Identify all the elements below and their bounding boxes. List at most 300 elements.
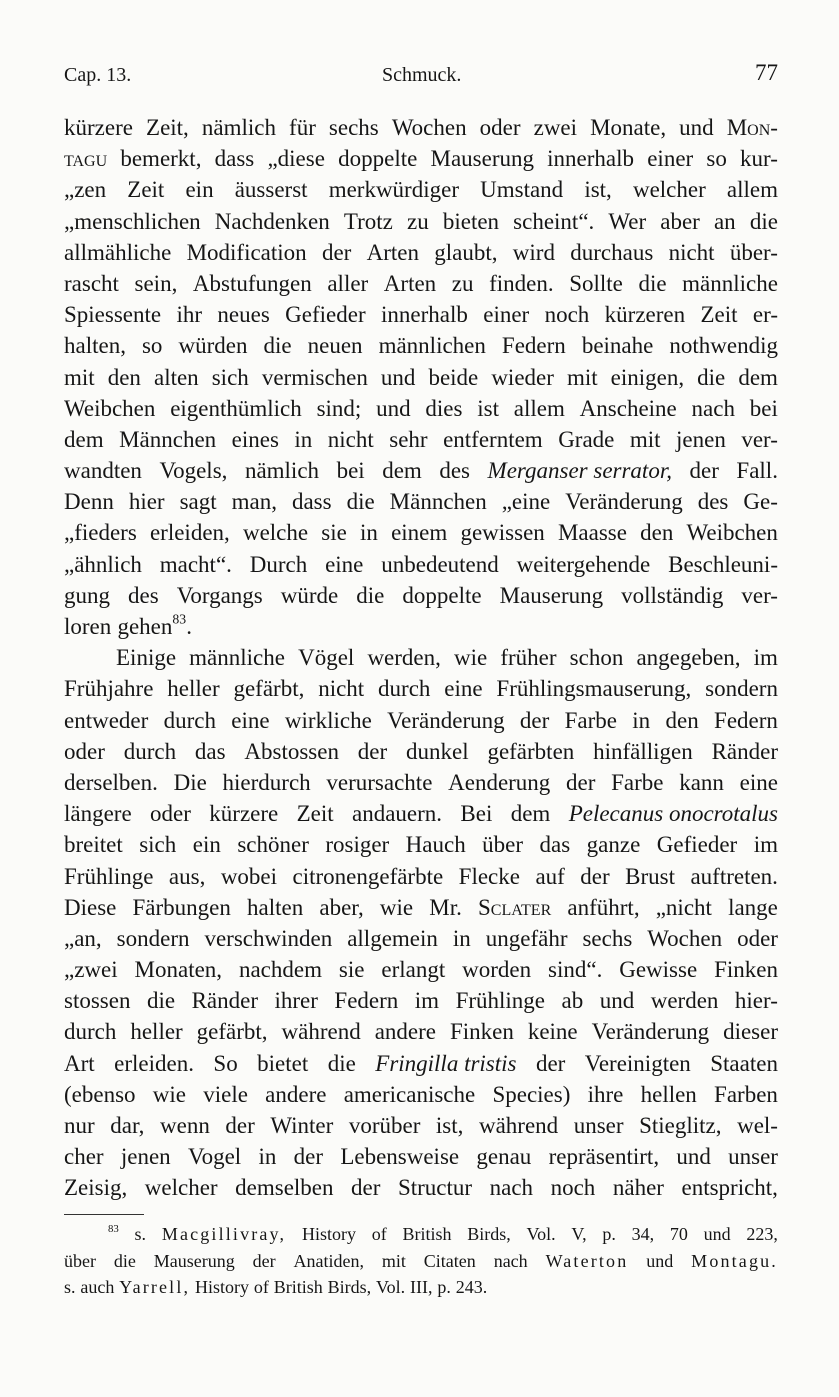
word-group bbox=[64, 1079, 136, 1110]
text-line bbox=[64, 174, 778, 205]
word-group bbox=[657, 829, 737, 860]
word: die bbox=[356, 582, 385, 608]
word: ist, bbox=[584, 177, 612, 203]
text-line bbox=[64, 1048, 778, 1079]
word: Monate, bbox=[590, 115, 667, 140]
word-group bbox=[381, 954, 445, 985]
word: Veränderung bbox=[387, 707, 505, 733]
word-group bbox=[188, 1141, 241, 1172]
word: sie bbox=[338, 957, 365, 983]
word-group bbox=[456, 985, 545, 1016]
word-group bbox=[217, 299, 269, 330]
word: Sclater bbox=[478, 894, 552, 920]
word-group bbox=[566, 767, 595, 798]
word-group bbox=[692, 393, 735, 424]
word: „zen bbox=[64, 177, 107, 203]
text-line bbox=[64, 767, 778, 798]
word: Zeit bbox=[127, 177, 165, 203]
word: des bbox=[697, 489, 729, 515]
word: kann bbox=[679, 769, 724, 795]
word-group bbox=[258, 1141, 276, 1172]
word-group bbox=[639, 1110, 721, 1141]
word: gehen bbox=[117, 614, 173, 639]
word: bei bbox=[749, 395, 778, 421]
word: während bbox=[281, 1019, 361, 1045]
word-group bbox=[545, 299, 590, 330]
word-group bbox=[154, 362, 199, 393]
word-group bbox=[223, 767, 311, 798]
word: entferntem bbox=[443, 426, 543, 452]
word-group bbox=[492, 1079, 570, 1110]
word: tagu bbox=[64, 146, 108, 172]
word: 34, bbox=[631, 1224, 655, 1244]
word: und bbox=[599, 988, 635, 1014]
word-group bbox=[728, 1141, 778, 1172]
word: würden bbox=[178, 333, 248, 359]
word: sondern bbox=[116, 925, 190, 951]
word: V, bbox=[571, 1224, 587, 1244]
word: längere bbox=[64, 801, 132, 827]
word-group bbox=[376, 1274, 405, 1301]
word: verursachte bbox=[326, 769, 433, 795]
word: schöner bbox=[237, 832, 309, 858]
word: das bbox=[194, 738, 226, 764]
word: gung bbox=[64, 582, 110, 608]
word-group bbox=[64, 1274, 76, 1301]
word-group bbox=[443, 424, 543, 455]
word-group bbox=[448, 767, 550, 798]
word-group bbox=[263, 330, 291, 361]
word: „an, bbox=[64, 925, 102, 951]
word: halten bbox=[247, 894, 304, 920]
word-group bbox=[585, 1048, 691, 1079]
word-group bbox=[344, 206, 393, 237]
word-group bbox=[254, 1274, 269, 1301]
word-group bbox=[329, 174, 459, 205]
word-group bbox=[212, 362, 249, 393]
word: Mauserung bbox=[499, 582, 604, 608]
word: wird bbox=[512, 239, 555, 265]
word: „ähnlich bbox=[64, 551, 142, 577]
word: der bbox=[535, 1050, 566, 1076]
word-group bbox=[682, 268, 778, 299]
word: die bbox=[263, 333, 292, 359]
word: früher bbox=[500, 645, 557, 671]
word-group bbox=[160, 1110, 210, 1141]
word-group bbox=[611, 767, 663, 798]
word-group bbox=[322, 237, 351, 268]
word: wobei bbox=[220, 863, 278, 889]
word: aller bbox=[327, 270, 369, 296]
word-group bbox=[378, 673, 430, 704]
word-group bbox=[225, 1110, 254, 1141]
word-group bbox=[486, 923, 568, 954]
word: mit bbox=[381, 1250, 406, 1271]
word: gefärbt, bbox=[233, 676, 305, 702]
word: Anscheine bbox=[579, 395, 677, 421]
word-group bbox=[64, 861, 153, 892]
text-line bbox=[64, 673, 778, 704]
word-group bbox=[535, 861, 564, 892]
word: aus, bbox=[168, 863, 206, 889]
word-group bbox=[640, 517, 673, 548]
running-title: Schmuck. bbox=[382, 64, 462, 86]
word: die bbox=[113, 1250, 136, 1271]
word-group bbox=[297, 798, 334, 829]
word: und bbox=[676, 1144, 711, 1170]
word: der bbox=[566, 769, 596, 795]
word-group bbox=[128, 580, 159, 611]
word-group bbox=[337, 455, 365, 486]
word: innerhalb bbox=[547, 146, 635, 172]
word-group bbox=[710, 1048, 778, 1079]
word-group bbox=[407, 206, 429, 237]
word-group bbox=[735, 985, 778, 1016]
word-group bbox=[389, 424, 427, 455]
word-group bbox=[360, 517, 378, 548]
word-group bbox=[619, 954, 697, 985]
word: allmähliche bbox=[64, 239, 172, 265]
word: schon bbox=[569, 645, 624, 671]
word: der bbox=[357, 738, 388, 764]
word: die bbox=[327, 1050, 356, 1076]
word: Montagu. bbox=[691, 1250, 778, 1271]
word: breitet bbox=[64, 832, 123, 858]
word-group bbox=[185, 174, 213, 205]
word: nicht bbox=[668, 239, 715, 265]
text-line bbox=[64, 892, 778, 923]
word-group bbox=[746, 1221, 778, 1248]
word: einer bbox=[647, 146, 694, 172]
word: eine bbox=[231, 707, 270, 733]
word: Arten bbox=[366, 239, 419, 265]
word-group bbox=[381, 299, 468, 330]
word: Birds, bbox=[467, 1224, 511, 1244]
word: bietet bbox=[257, 1050, 309, 1076]
word: heller bbox=[130, 1019, 183, 1045]
word-group bbox=[372, 1221, 387, 1248]
word: ist, bbox=[435, 1113, 464, 1138]
word: p. bbox=[602, 1224, 616, 1244]
word-group bbox=[349, 1110, 421, 1141]
text-line bbox=[64, 705, 778, 736]
word-group bbox=[704, 1221, 731, 1248]
word: wieder bbox=[491, 364, 554, 390]
word-group bbox=[460, 517, 544, 548]
text-line bbox=[64, 486, 778, 517]
word-group bbox=[117, 923, 190, 954]
text-line bbox=[64, 112, 778, 143]
word: rosiger bbox=[325, 832, 390, 858]
word: „menschlichen bbox=[64, 208, 201, 234]
word: Abstufungen bbox=[192, 270, 312, 296]
word-group bbox=[406, 736, 469, 767]
word: oder bbox=[479, 115, 521, 140]
word: hellen bbox=[640, 1081, 697, 1107]
word: Birds, bbox=[327, 1277, 372, 1297]
word-group bbox=[64, 486, 114, 517]
word-group bbox=[64, 1016, 116, 1047]
text-line bbox=[64, 1079, 778, 1110]
word-group bbox=[479, 1110, 558, 1141]
word: Fringilla tristis bbox=[375, 1050, 517, 1076]
word: andere bbox=[374, 1019, 436, 1045]
word-group bbox=[536, 1048, 565, 1079]
word: Gewisse bbox=[619, 957, 698, 983]
word-group bbox=[669, 330, 778, 361]
word-group bbox=[153, 1079, 186, 1110]
word-group bbox=[714, 705, 778, 736]
word-group bbox=[267, 143, 324, 174]
word: und bbox=[679, 115, 714, 140]
word: erleiden, bbox=[149, 520, 230, 546]
word-group bbox=[180, 486, 217, 517]
word: im bbox=[753, 832, 778, 858]
word-group bbox=[593, 736, 693, 767]
word-group bbox=[120, 143, 201, 174]
word-group bbox=[753, 299, 778, 330]
word: wel- bbox=[737, 1113, 778, 1138]
word-group bbox=[415, 985, 439, 1016]
word: über bbox=[64, 1250, 96, 1271]
text-line bbox=[64, 237, 778, 268]
word: ihrer bbox=[274, 988, 318, 1014]
word-group bbox=[387, 705, 505, 736]
word-group bbox=[727, 112, 778, 143]
word: hier- bbox=[734, 988, 778, 1014]
word: kürzere bbox=[64, 115, 133, 140]
word-group bbox=[636, 642, 740, 673]
word: der bbox=[293, 1144, 324, 1170]
word: History bbox=[195, 1277, 250, 1297]
word-group bbox=[302, 1221, 356, 1248]
word-group bbox=[571, 1221, 586, 1248]
word: Gefieder bbox=[285, 302, 366, 328]
word: finden. bbox=[489, 270, 554, 296]
word-group bbox=[187, 237, 307, 268]
word-group bbox=[666, 705, 699, 736]
word: Ränder bbox=[711, 738, 778, 764]
text-line bbox=[64, 580, 778, 611]
word: Aenderung bbox=[448, 769, 551, 795]
word: auch bbox=[80, 1277, 115, 1297]
word: Maasse bbox=[557, 520, 627, 546]
word-group bbox=[64, 1141, 104, 1172]
word: americanische bbox=[343, 1081, 476, 1107]
word-group bbox=[367, 237, 419, 268]
word-group bbox=[528, 1016, 578, 1047]
word: angegeben, bbox=[636, 645, 741, 671]
word: History bbox=[301, 1224, 356, 1244]
word: männliche bbox=[682, 270, 778, 296]
word: Hauch bbox=[405, 832, 466, 858]
chapter-label: Cap. 13. bbox=[64, 64, 132, 86]
word-group bbox=[460, 798, 492, 829]
word-group bbox=[64, 206, 201, 237]
word-group bbox=[670, 1221, 688, 1248]
word: und bbox=[703, 1224, 731, 1244]
word: noch bbox=[544, 302, 590, 328]
word: durch bbox=[163, 707, 216, 733]
word-group bbox=[64, 1248, 96, 1275]
word-group bbox=[558, 517, 627, 548]
word-group bbox=[714, 206, 736, 237]
word: Bei bbox=[460, 801, 493, 827]
word: weitergehende bbox=[516, 551, 651, 577]
word-group bbox=[147, 985, 175, 1016]
word: Macgillivray, bbox=[161, 1224, 287, 1244]
word: Frühlingsmauserung, bbox=[496, 676, 692, 702]
word-group bbox=[347, 923, 438, 954]
word: der bbox=[580, 863, 610, 889]
word: zu bbox=[407, 208, 429, 234]
word: Färbungen bbox=[132, 894, 231, 920]
word-group bbox=[64, 673, 153, 704]
word-group bbox=[64, 798, 132, 829]
word-group bbox=[334, 985, 398, 1016]
word-group bbox=[381, 362, 416, 393]
word: durch bbox=[64, 1019, 117, 1045]
word: ganze bbox=[586, 832, 641, 858]
text-line bbox=[64, 299, 778, 330]
word-group bbox=[245, 455, 319, 486]
word: verschwinden bbox=[204, 925, 333, 951]
word-group bbox=[502, 486, 551, 517]
word: III, bbox=[410, 1277, 433, 1297]
word: in bbox=[360, 520, 378, 546]
word: neues bbox=[217, 302, 270, 328]
word-group bbox=[428, 362, 478, 393]
word: Staaten bbox=[710, 1050, 778, 1076]
word-group bbox=[64, 549, 142, 580]
word-group bbox=[321, 517, 347, 548]
word: über bbox=[482, 832, 524, 858]
word-group bbox=[64, 736, 105, 767]
word: ver- bbox=[741, 426, 778, 452]
word-group bbox=[625, 861, 675, 892]
word: Finken bbox=[449, 1019, 514, 1045]
word: die bbox=[346, 489, 375, 515]
word: wirkliche bbox=[284, 707, 372, 733]
word: alten bbox=[153, 364, 199, 390]
word: erlangt bbox=[381, 957, 446, 983]
word-group bbox=[679, 767, 724, 798]
word-group bbox=[380, 892, 413, 923]
word-group bbox=[569, 798, 778, 829]
word-group bbox=[402, 1221, 451, 1248]
word: wie bbox=[152, 1081, 186, 1107]
word-group bbox=[646, 1248, 673, 1275]
word-group bbox=[632, 1221, 655, 1248]
word-group bbox=[329, 112, 379, 143]
word-group bbox=[548, 954, 602, 985]
word: des bbox=[439, 458, 471, 484]
word-group bbox=[651, 985, 719, 1016]
word: beinahe bbox=[581, 333, 654, 359]
word: wie bbox=[454, 645, 488, 671]
word: dem bbox=[738, 364, 778, 390]
word-group bbox=[375, 1048, 516, 1079]
word-group bbox=[668, 549, 778, 580]
word: für bbox=[289, 115, 316, 140]
word-group bbox=[582, 330, 654, 361]
word: citronengefärbte bbox=[292, 863, 444, 889]
word: jenen bbox=[120, 1144, 171, 1170]
word-group bbox=[289, 112, 316, 143]
word-group bbox=[239, 954, 322, 985]
word: Ränder bbox=[191, 988, 258, 1014]
word: Winter bbox=[270, 1113, 334, 1138]
word: gewissen bbox=[460, 520, 545, 546]
word-group bbox=[676, 424, 726, 455]
word: eine bbox=[444, 676, 483, 702]
word: wandten bbox=[64, 458, 142, 484]
word: des bbox=[128, 582, 159, 608]
word-group bbox=[737, 923, 778, 954]
word: nach bbox=[691, 395, 735, 421]
word: hier bbox=[128, 489, 165, 515]
word: Fall. bbox=[736, 458, 778, 484]
word: ungefähr bbox=[485, 925, 568, 951]
word: ein bbox=[185, 177, 214, 203]
word: British bbox=[273, 1277, 323, 1297]
word-group bbox=[64, 985, 130, 1016]
text-line bbox=[64, 330, 778, 361]
word-group bbox=[177, 580, 263, 611]
word: kur- bbox=[740, 146, 778, 172]
word: auf bbox=[535, 863, 565, 889]
word-group bbox=[117, 611, 191, 642]
word-group bbox=[436, 1110, 463, 1141]
word-group bbox=[630, 424, 661, 455]
word-group bbox=[434, 237, 497, 268]
word: Waterton bbox=[545, 1250, 629, 1271]
word: Diese bbox=[64, 894, 117, 920]
word-group bbox=[613, 1172, 664, 1203]
word-group bbox=[574, 1110, 624, 1141]
word-group bbox=[64, 362, 95, 393]
word: allem bbox=[726, 177, 778, 203]
word-group bbox=[328, 424, 374, 455]
word-group bbox=[382, 1248, 406, 1275]
word-group bbox=[325, 829, 389, 860]
word-group bbox=[592, 1016, 710, 1047]
word-group bbox=[127, 174, 164, 205]
word: doppelte bbox=[402, 582, 482, 608]
word-group bbox=[347, 486, 375, 517]
text-line bbox=[64, 268, 778, 299]
word: „zwei bbox=[64, 957, 118, 983]
word: British bbox=[402, 1224, 452, 1244]
word: „eine bbox=[501, 489, 551, 515]
word-group bbox=[491, 362, 554, 393]
word-group bbox=[690, 861, 777, 892]
word-group bbox=[145, 1172, 218, 1203]
footnote-line bbox=[64, 1274, 778, 1301]
word-group bbox=[203, 1079, 248, 1110]
word: oder bbox=[150, 801, 191, 827]
word-group bbox=[281, 580, 338, 611]
word: sich bbox=[139, 832, 177, 858]
word: durch bbox=[123, 738, 177, 764]
word: Zeit, bbox=[146, 115, 189, 140]
word: Einige bbox=[116, 645, 177, 671]
footnote-rule bbox=[64, 1214, 144, 1215]
word-group bbox=[294, 1141, 323, 1172]
word-group bbox=[64, 892, 116, 923]
word-group bbox=[154, 1248, 235, 1275]
word: derselben. bbox=[64, 769, 158, 795]
